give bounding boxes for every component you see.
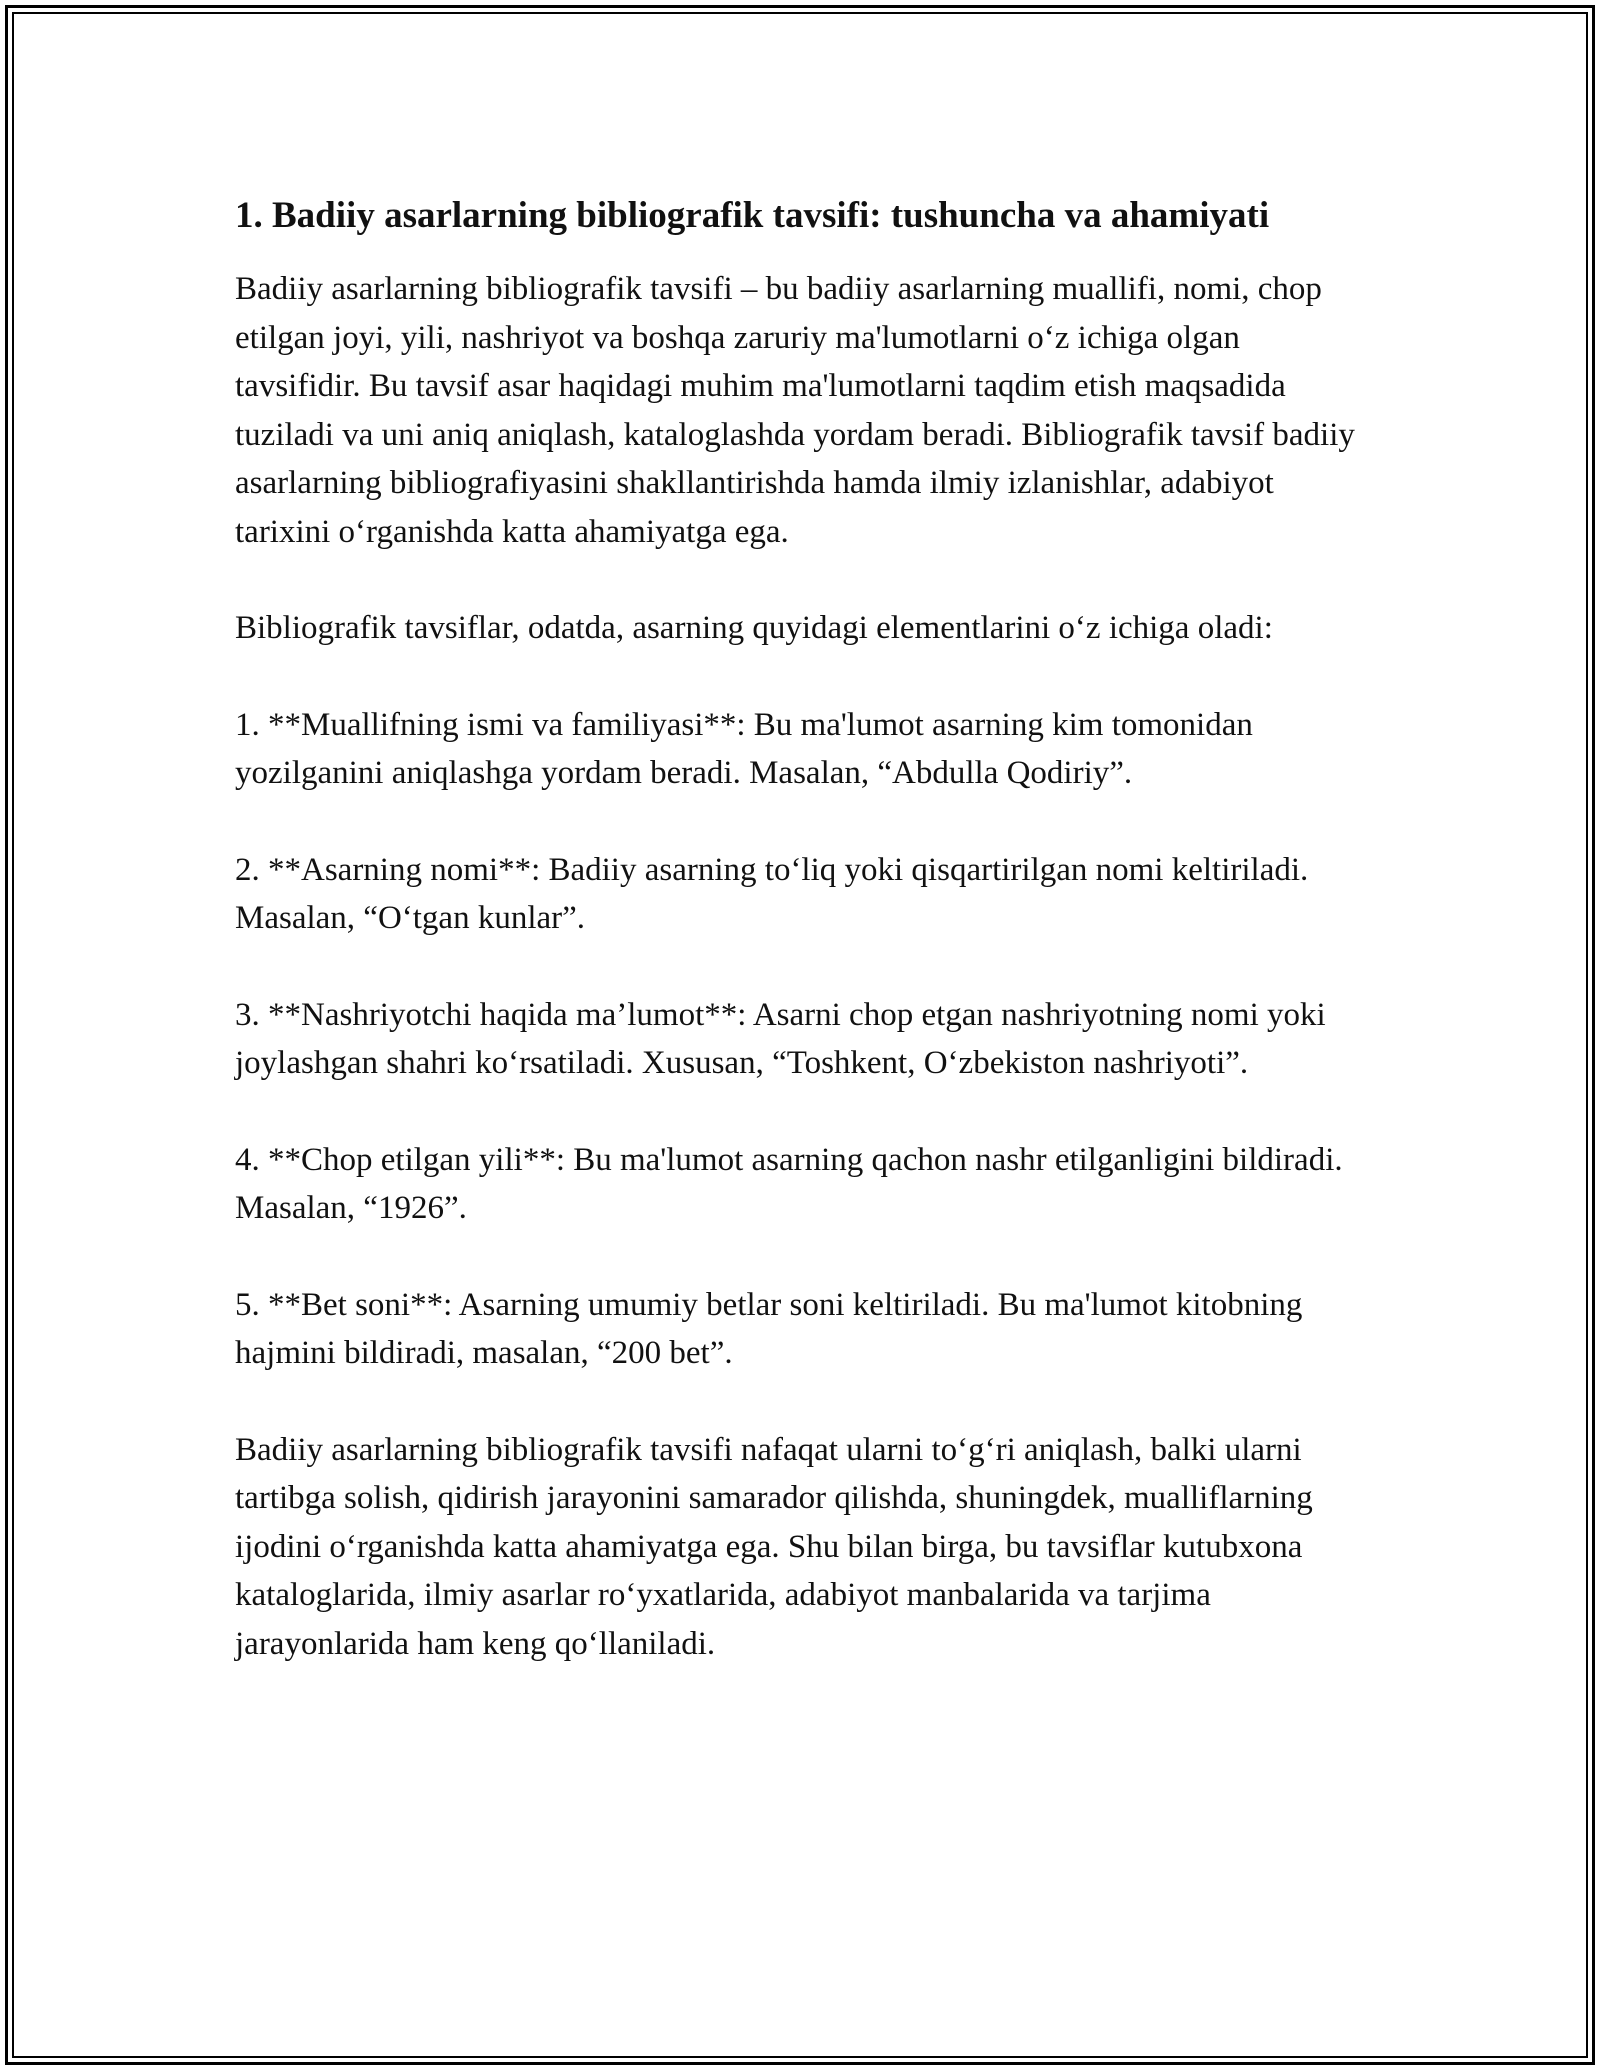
list-item-publisher: 3. **Nashriyotchi haqida ma’lumot**: Asarni chop etgan nashriyotning nomi yoki joylashgan shahri ko‘rsatiladi. Xususan, “Toshkent, O‘zbekiston nashriyoti”.	[235, 996, 1326, 1081]
list-item-pages: 5. **Bet soni**: Asarning umumiy betlar soni keltiriladi. Bu ma'lumot kitobning hajmini bildiradi, masalan, “200 bet”.	[235, 1286, 1303, 1371]
list-item-author: 1. **Muallifning ismi va familiyasi**: Bu ma'lumot asarning kim tomonidan yozilganini aniqlashga yordam beradi. Masalan, “Abdulla Qodiriy”.	[235, 706, 1253, 791]
document-body	[235, 188, 1370, 1668]
section-heading: 1. Badiiy asarlarning bibliografik tavsifi: tushuncha va ahamiyati	[235, 195, 1270, 236]
intro-paragraph: Badiiy asarlarning bibliografik tavsifi – bu badiiy asarlarning muallifi, nomi, chop etilgan joyi, yili, nashriyot va boshqa zaruriy ma'lumotlarni o‘z ichiga olgan tavsifidir. Bu tavsif asar haqidagi muhim ma'lumotlarni taqdim etish maqsadida tuziladi va uni aniq aniqlash, kataloglashda yordam beradi. Bibliografik tavsif badiiy asarlarning bibliografiyasini shakllantirishda hamda ilmiy izlanishlar, adabiyot tarixini o‘rganishda katta ahamiyatga ega.	[235, 271, 1355, 550]
list-item-title: 2. **Asarning nomi**: Badiiy asarning to‘liq yoki qisqartirilgan nomi keltiriladi. Masalan, “O‘tgan kunlar”.	[235, 851, 1309, 936]
conclusion-paragraph: Badiiy asarlarning bibliografik tavsifi nafaqat ularni to‘g‘ri aniqlash, balki ularni tartibga solish, qidirish jarayonini samarador qilishda, shuningdek, mualliflarning ijodini o‘rganishda katta ahamiyatga ega. Shu bilan birga, bu tavsiflar kutubxona kataloglarida, ilmiy asarlar ro‘yxatlarida, adabiyot manbalarida va tarjima jarayonlarida ham keng qo‘llaniladi.	[235, 1431, 1313, 1662]
list-item-year: 4. **Chop etilgan yili**: Bu ma'lumot asarning qachon nashr etilganligini bildiradi. Masalan, “1926”.	[235, 1141, 1343, 1226]
elements-intro-paragraph: Bibliografik tavsiflar, odatda, asarning quyidagi elementlarini o‘z ichiga oladi:	[235, 610, 1273, 646]
